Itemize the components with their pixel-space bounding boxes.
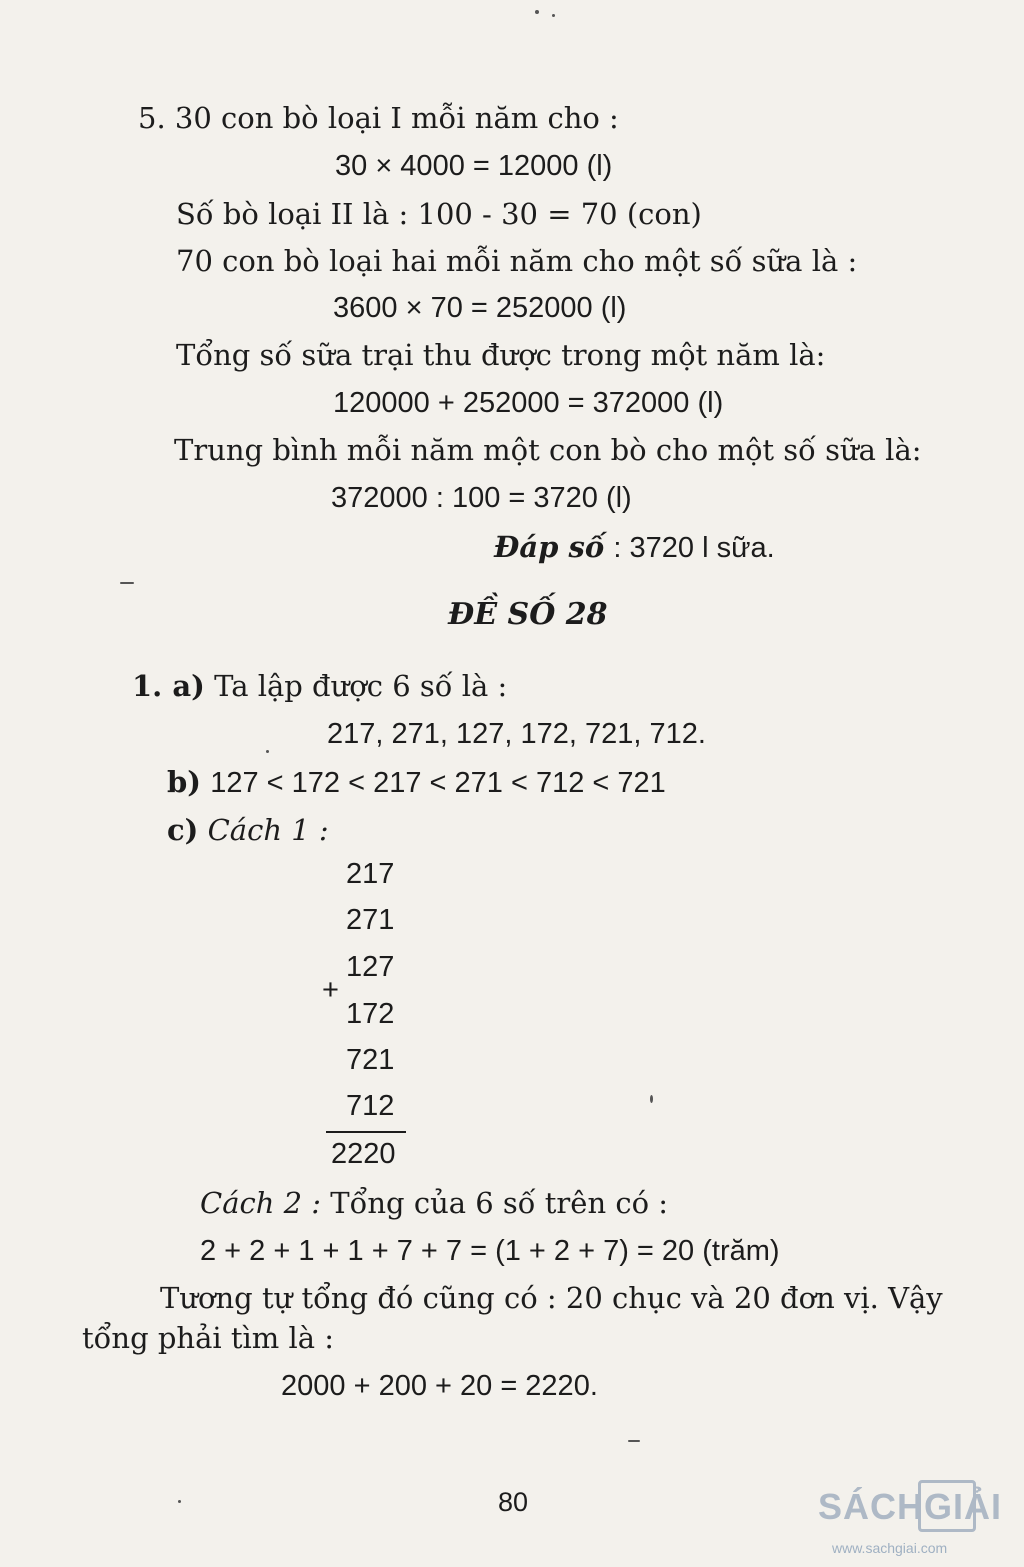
six-numbers: 217, 271, 127, 172, 721, 712. [327, 718, 706, 750]
addend-6: 712 [346, 1090, 395, 1122]
problem-1-part-c [167, 812, 329, 848]
problem-5-line-5: Trung bình mỗi năm một con bò cho một số sữa là: [174, 433, 922, 467]
part-b-label: b) [167, 765, 201, 799]
addend-2: 271 [346, 904, 395, 936]
plus-sign: + [322, 974, 339, 1006]
method-2-text: Tổng của 6 số trên có : [330, 1186, 669, 1220]
section-heading: ĐỀ SỐ 28 [448, 597, 608, 632]
scan-speck [535, 10, 539, 14]
final-calc: 2000 + 200 + 20 = 2220. [281, 1370, 598, 1402]
addend-1: 217 [346, 858, 395, 890]
problem-1-part-b [167, 764, 666, 801]
answer-value: : 3720 l sữa. [613, 532, 775, 564]
scan-speck [628, 1440, 640, 1442]
part-a-label: 1. a) [132, 669, 205, 703]
scan-speck [266, 750, 269, 753]
part-b-text: 127 < 172 < 217 < 271 < 712 < 721 [210, 767, 666, 799]
problem-5-line-4: Tổng số sữa trại thu được trong một năm là: [176, 338, 826, 372]
watermark-url: www.sachgiai.com [832, 1540, 948, 1556]
problem-5-calc-2: 3600 × 70 = 252000 (l) [333, 292, 627, 324]
problem-5-answer [494, 529, 775, 566]
scan-speck [552, 14, 555, 17]
part-c-label: c) [167, 813, 199, 847]
problem-5-calc-3: 120000 + 252000 = 372000 (l) [333, 387, 724, 419]
sum-rule [326, 1131, 406, 1133]
similar-line-2: tổng phải tìm là : [82, 1321, 335, 1355]
watermark-brand-left: SÁCH [818, 1486, 925, 1527]
method-2-line [200, 1185, 668, 1221]
scan-speck [120, 582, 134, 584]
problem-5-line-3: 70 con bò loại hai mỗi năm cho một số sữa là : [176, 244, 858, 278]
method-1-label: Cách 1 : [207, 813, 329, 847]
problem-5-line-2: Số bò loại II là : 100 - 30 = 70 (con) [176, 197, 702, 231]
page-number: 80 [498, 1487, 529, 1517]
part-a-text: Ta lập được 6 số là : [214, 669, 508, 703]
watermark-brand-right: GIẢI [924, 1486, 1003, 1527]
problem-5-calc-4: 372000 : 100 = 3720 (l) [331, 482, 632, 514]
scan-speck [650, 1095, 653, 1103]
problem-5-intro: 5. 30 con bò loại I mỗi năm cho : [138, 101, 619, 135]
addend-4: 172 [346, 998, 395, 1030]
method-2-calc: 2 + 2 + 1 + 1 + 7 + 7 = (1 + 2 + 7) = 20 (trăm) [200, 1235, 780, 1267]
method-2-label: Cách 2 : [200, 1186, 322, 1220]
answer-label: Đáp số [494, 530, 605, 564]
scan-speck [178, 1500, 181, 1503]
similar-line-1: Tương tự tổng đó cũng có : 20 chục và 20 đơn vị. Vậy [160, 1281, 943, 1315]
sum-result: 2220 [331, 1138, 396, 1170]
problem-1-part-a [132, 668, 507, 704]
addend-5: 721 [346, 1044, 395, 1076]
problem-5-calc-1: 30 × 4000 = 12000 (l) [335, 150, 613, 182]
addend-3: 127 [346, 951, 395, 983]
